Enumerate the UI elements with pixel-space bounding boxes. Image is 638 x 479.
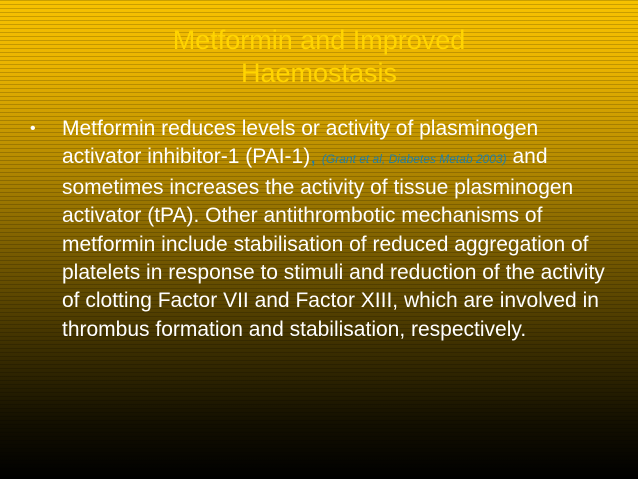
bullet-text-part-1: Metformin reduces levels or activity of plasminogen activator inhibitor-1 (PAI-1) (62, 117, 539, 169)
bullet-text-part-2: and sometimes increases the activity of tissue plasminogen activator (tPA). Other antithrombotic mechanisms of metformin include stabilisation of reduced aggregation of platelets in response to stimuli and reduction of the activity of clotting Factor VII and Factor XIII, which are involved in thrombus formation and stabilisation, respectively. (62, 145, 605, 341)
slide-title-line-2: Haemostasis (240, 58, 398, 88)
bullet-dot-icon: • (30, 120, 36, 137)
citation: (Grant et al, Diabetes Metab 2003) (321, 152, 507, 167)
bullet-item (30, 115, 610, 344)
bullet-text (62, 115, 610, 344)
bullet-text-comma: , (310, 145, 322, 169)
slide-title-line-1: Metformin and Improved (172, 25, 466, 55)
slide-title (0, 24, 638, 90)
